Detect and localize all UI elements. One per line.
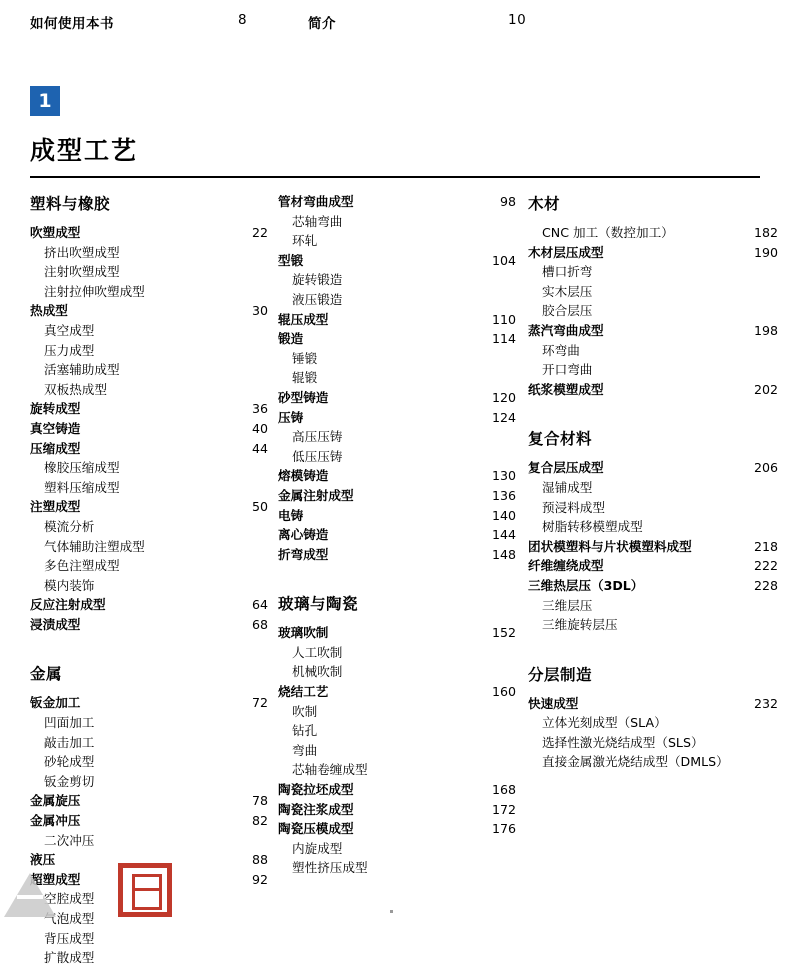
toc-entry[interactable] [528,458,778,478]
toc-entry[interactable] [528,694,778,714]
section-heading: 塑料与橡胶 [30,195,111,213]
toc-entry-label: 敲击加工 [44,734,95,750]
toc-entry[interactable] [528,733,778,753]
toc-entry[interactable] [30,595,280,615]
toc-entry-label: 复合层压成型 [528,460,604,476]
toc-entry[interactable] [278,447,528,467]
toc-entry-label: 三维层压 [542,597,593,613]
toc-entry-label: 纸浆模塑成型 [528,381,604,397]
toc-entry[interactable] [528,301,778,321]
toc-entry[interactable] [30,478,280,498]
toc-entry[interactable] [278,760,528,780]
toc-entry-label: 金属注射成型 [278,487,354,503]
toc-entry-page-number: 110 [491,311,516,327]
toc-entry[interactable] [278,408,528,428]
toc-entry-label: 芯轴弯曲 [292,213,343,229]
toc-entry-label: 开口弯曲 [542,362,593,378]
toc-entry[interactable] [30,301,280,321]
toc-entry-label: 立体光刻成型（SLA） [542,715,667,731]
toc-entry[interactable] [30,282,280,302]
toc-entry-label: 高压压铸 [292,429,343,445]
toc-entry[interactable] [278,662,528,682]
toc-entry[interactable] [30,772,280,792]
toc-entry-page-number: 50 [251,499,268,515]
toc-entry-page-number: 68 [251,616,268,632]
toc-entry[interactable] [278,251,528,271]
toc-entry[interactable] [30,223,280,243]
toc-entry-page-number: 198 [753,322,778,338]
toc-entry-label: 机械吹制 [292,664,343,680]
toc-entry-label: 陶瓷拉坯成型 [278,782,354,798]
chapter-number-badge: 1 [30,86,60,116]
toc-entry-label: 气泡成型 [44,911,95,926]
toc-entry[interactable] [30,537,280,557]
toc-entry-label: 多色注塑成型 [44,558,120,574]
toc-entry-label: 背压成型 [44,930,95,946]
toc-entry[interactable] [30,556,280,576]
toc-entry-label: 注射吹塑成型 [44,264,120,280]
toc-entry-label: 环弯曲 [542,342,580,358]
toc-entry-label: 真空铸造 [30,420,81,436]
toc-entry-page-number: 202 [753,381,778,397]
toc-entry-label: 电铸 [278,507,304,523]
toc-entry-label: 吹制 [292,703,318,719]
toc-entry-label: 人工吹制 [292,644,343,660]
toc-entry-page-number: 152 [491,625,516,641]
toc-entry-label: 折弯成型 [278,546,329,562]
toc-entry-page-number: 144 [491,527,516,543]
toc-entry-page-number: 218 [753,538,778,554]
toc-entry[interactable] [30,929,280,949]
toc-entry-page-number: 72 [251,695,268,711]
toc-entry-page-number: 228 [753,577,778,593]
toc-entry[interactable] [278,486,528,506]
toc-entry[interactable] [278,368,528,388]
toc-entry[interactable] [528,282,778,302]
toc-entry[interactable] [278,839,528,859]
toc-entry-page-number: 124 [491,409,516,425]
toc-entry[interactable] [30,576,280,596]
toc-entry-label: 压缩成型 [30,440,81,456]
toc-entry-label: 直接金属激光烧结成型（DMLS） [542,754,729,770]
toc-entry[interactable] [528,321,778,341]
toc-entry-page-number: 114 [491,331,516,347]
toc-entry[interactable] [278,270,528,290]
header-entry-page-1: 8 [238,12,248,28]
toc-entry-label: 纤维缠绕成型 [528,558,604,574]
toc-entry[interactable] [528,498,778,518]
toc-entry-label: 型锻 [278,252,304,268]
toc-entry-page-number: 160 [491,684,516,700]
toc-entry[interactable] [30,399,280,419]
toc-entry[interactable] [278,643,528,663]
toc-entry[interactable] [528,556,778,576]
toc-entry[interactable] [528,752,778,772]
toc-entry-page-number: 206 [753,460,778,476]
running-header [30,12,760,36]
toc-entry-label: 液压 [30,852,56,868]
toc-entry-label: 砂型铸造 [278,389,329,405]
toc-entry[interactable] [278,858,528,878]
toc-entry[interactable] [278,545,528,565]
toc-entry-label: 金属冲压 [30,813,81,829]
toc-column-3 [528,192,778,772]
toc-entry[interactable] [30,752,280,772]
toc-entry[interactable] [278,800,528,820]
section-heading: 分层制造 [528,665,593,684]
toc-entry[interactable] [528,615,778,635]
toc-entry-label: 低压压铸 [292,448,343,464]
triangle-logo-icon [4,873,56,917]
toc-entry-page-number: 232 [753,695,778,711]
toc-entry-label: 选择性激光烧结成型（SLS） [542,734,704,750]
toc-entry-label: 陶瓷压模成型 [278,821,354,837]
toc-entry-label: 弯曲 [292,742,318,758]
toc-entry-label: 实木层压 [542,283,593,299]
toc-entry-page-number: 148 [491,546,516,562]
toc-entry[interactable] [278,329,528,349]
toc-entry-label: 超塑成型 [30,871,81,887]
toc-entry-page-number: 172 [491,801,516,817]
toc-entry[interactable] [30,811,280,831]
page-title: 成型工艺 [30,136,139,165]
toc-entry-label: 金属旋压 [30,793,81,809]
toc-entry-label: 槽口折弯 [542,264,593,280]
section-heading: 复合材料 [528,430,593,449]
toc-entry[interactable] [278,780,528,800]
toc-entry[interactable] [278,427,528,447]
toc-entry[interactable] [528,517,778,537]
toc-entry-label: 烧结工艺 [278,684,329,700]
toc-entry[interactable] [30,262,280,282]
toc-entry[interactable] [30,243,280,263]
toc-entry[interactable] [528,380,778,400]
toc-entry-label: 管材弯曲成型 [278,194,354,209]
toc-entry[interactable] [528,262,778,282]
section-heading: 木材 [528,195,561,213]
toc-entry-label: 旋转成型 [30,401,81,417]
toc-entry-page-number: 190 [753,244,778,260]
toc-entry[interactable] [278,623,528,643]
toc-entry-page-number: 92 [251,871,268,887]
toc-entry-page-number: 82 [251,813,268,829]
toc-entry-page-number: 64 [251,597,268,613]
toc-entry[interactable] [278,231,528,251]
toc-entry[interactable] [30,497,280,517]
toc-entry-page-number: 140 [491,507,516,523]
toc-entry-page-number: 120 [491,389,516,405]
toc-entry-label: 挤出吹塑成型 [44,244,120,260]
toc-entry-label: 扩散成型 [44,950,95,966]
toc-entry-label: 内旋成型 [292,840,343,856]
toc-entry-label: 钣金加工 [30,695,81,711]
toc-entry-page-number: 136 [491,487,516,503]
toc-entry-label: 三维旋转层压 [542,617,618,633]
toc-entry[interactable] [278,212,528,232]
toc-entry-label: 压力成型 [44,342,95,358]
toc-entry-page-number: 168 [491,782,516,798]
toc-entry[interactable] [30,791,280,811]
toc-entry-label: 吹塑成型 [30,225,81,240]
toc-entry-label: 砂轮成型 [44,754,95,770]
toc-entry[interactable] [528,596,778,616]
toc-entry-page-number: 182 [753,225,778,240]
toc-entry-page-number: 130 [491,468,516,484]
toc-entry-label: 反应注射成型 [30,597,106,613]
toc-entry-label: 浸渍成型 [30,616,81,632]
toc-entry[interactable] [30,517,280,537]
toc-entry-label: 模内装饰 [44,577,95,593]
toc-entry-label: 气体辅助注塑成型 [44,538,145,554]
toc-entry[interactable] [278,388,528,408]
toc-entry[interactable] [30,458,280,478]
toc-entry-label: 钻孔 [292,723,318,739]
toc-entry-page-number: 104 [491,252,516,268]
toc-entry[interactable] [278,682,528,702]
toc-entry-label: 环轧 [292,233,318,249]
toc-entry-label: 离心铸造 [278,527,329,543]
seal-inner-shape [132,874,162,910]
toc-entry-label: 凹面加工 [44,715,95,731]
toc-entry-label: 空腔成型 [44,891,95,907]
title-divider [30,176,760,178]
toc-entry-label: 注射拉伸吹塑成型 [44,283,145,299]
toc-entry[interactable] [30,321,280,341]
toc-entry[interactable] [278,466,528,486]
toc-entry[interactable] [30,380,280,400]
section-heading: 玻璃与陶瓷 [278,595,359,614]
toc-entry-label: 玻璃吹制 [278,625,329,641]
toc-entry-label: 湿铺成型 [542,479,593,495]
toc-entry-page-number: 98 [499,194,516,209]
toc-entry-label: 塑料压缩成型 [44,479,120,495]
toc-entry[interactable] [278,702,528,722]
header-entry-title-2: 简介 [308,16,336,32]
toc-entry-page-number: 30 [251,303,268,319]
toc-entry[interactable] [278,721,528,741]
toc-entry[interactable] [528,713,778,733]
toc-entry-label: 注塑成型 [30,499,81,515]
square-seal-icon [118,863,172,917]
toc-entry-page-number: 88 [251,852,268,868]
toc-entry[interactable] [30,341,280,361]
toc-entry[interactable] [528,223,778,243]
toc-entry-label: 预浸料成型 [542,499,605,515]
toc-entry[interactable] [30,439,280,459]
toc-entry-label: 压铸 [278,409,304,425]
toc-entry-label: 快速成型 [528,695,579,711]
toc-entry[interactable] [30,948,280,968]
toc-entry[interactable] [30,419,280,439]
toc-entry-label: 液压锻造 [292,291,343,307]
toc-entry[interactable] [30,831,280,851]
toc-entry-label: CNC 加工（数控加工） [542,225,674,240]
toc-entry[interactable] [30,693,280,713]
toc-entry[interactable] [528,243,778,263]
toc-entry-label: 模流分析 [44,518,95,534]
toc-entry-label: 陶瓷注浆成型 [278,801,354,817]
toc-entry[interactable] [30,360,280,380]
toc-entry[interactable] [528,537,778,557]
toc-entry[interactable] [30,733,280,753]
header-entry-page-2: 10 [508,12,527,28]
toc-entry-label: 辊锻 [292,370,318,386]
page-dot-mark [390,910,393,913]
toc-entry[interactable] [278,506,528,526]
toc-entry[interactable] [528,360,778,380]
toc-entry-label: 熔模铸造 [278,468,329,484]
toc-entry-page-number: 222 [753,558,778,574]
toc-entry[interactable] [528,576,778,596]
toc-entry-label: 二次冲压 [44,832,95,848]
toc-entry-label: 蒸汽弯曲成型 [528,322,604,338]
toc-entry[interactable] [278,310,528,330]
toc-entry-label: 旋转锻造 [292,272,343,288]
toc-column-2 [278,192,528,878]
toc-entry[interactable] [278,349,528,369]
toc-entry-label: 塑性挤压成型 [292,860,368,876]
toc-entry-label: 锤锻 [292,350,318,366]
toc-entry-page-number: 78 [251,793,268,809]
toc-entry-label: 热成型 [30,303,68,319]
toc-entry-label: 芯轴卷缠成型 [292,762,368,778]
toc-entry[interactable] [528,341,778,361]
toc-entry-label: 真空成型 [44,322,95,338]
toc-entry[interactable] [30,713,280,733]
toc-column-1 [30,192,280,968]
toc-entry[interactable] [278,741,528,761]
toc-entry-page-number: 36 [251,401,268,417]
toc-entry[interactable] [528,478,778,498]
toc-entry-page-number: 22 [251,225,268,240]
toc-entry[interactable] [278,525,528,545]
toc-entry-label: 双板热成型 [44,381,107,397]
toc-entry-label: 木材层压成型 [528,244,604,260]
toc-entry-label: 三维热层压（3DL） [528,577,644,593]
seal-inner-bar [132,888,162,891]
toc-entry-label: 橡胶压缩成型 [44,460,120,476]
watermark [4,855,214,917]
toc-entry-label: 辊压成型 [278,311,329,327]
toc-entry-label: 锻造 [278,331,304,347]
toc-entry-label: 团状模塑料与片状模塑料成型 [528,538,692,554]
toc-entry-page-number: 40 [251,420,268,436]
toc-entry[interactable] [278,290,528,310]
toc-entry-label: 活塞辅助成型 [44,362,120,378]
toc-entry-label: 钣金剪切 [44,773,95,789]
toc-entry-page-number: 44 [251,440,268,456]
toc-entry[interactable] [278,192,528,212]
toc-entry[interactable] [30,615,280,635]
toc-entry[interactable] [278,819,528,839]
toc-entry-label: 胶合层压 [542,303,593,319]
toc-entry-label: 树脂转移模塑成型 [542,519,643,535]
section-heading: 金属 [30,665,63,684]
header-entry-title-1: 如何使用本书 [30,16,114,32]
toc-entry-page-number: 176 [491,821,516,837]
